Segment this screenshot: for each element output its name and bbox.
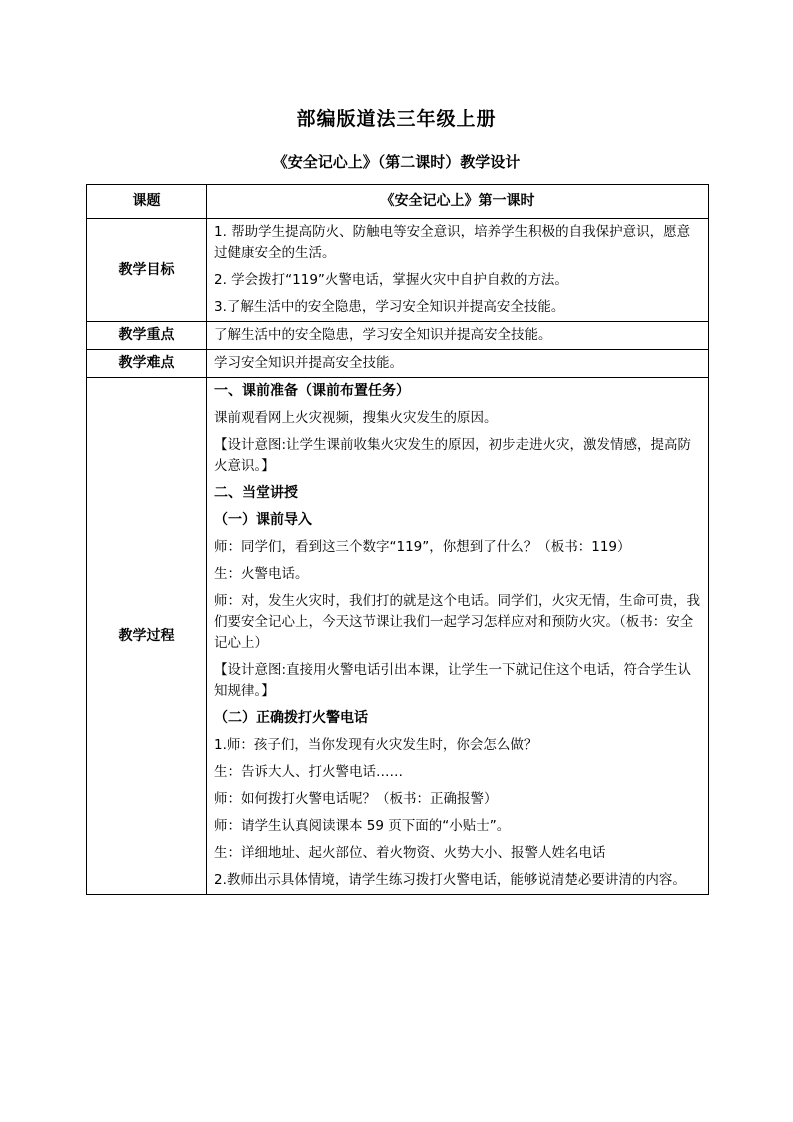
- key-points-label: 教学重点: [87, 322, 207, 350]
- document-subtitle: 《安全记心上》（第二课时）教学设计: [272, 153, 521, 171]
- process-paragraph: 师：对，发生火灾时，我们打的就是这个电话。同学们，火灾无情，生命可贵，我们要安全记心上，今天这节课让我们一起学习怎样应对和预防火灾。（板书：安全记心上）: [214, 593, 700, 651]
- section-heading: 一、课前准备（课前布置任务）: [214, 383, 410, 399]
- objectives-content: [207, 219, 709, 322]
- table-row-difficulties: [87, 350, 709, 378]
- lesson-plan-table: [86, 184, 709, 895]
- subsection-heading: （二）正确拨打火警电话: [214, 710, 368, 726]
- objective-item: 3.了解生活中的安全隐患，学习安全知识并提高安全技能。: [214, 299, 565, 315]
- table-row-topic: [87, 185, 709, 219]
- section-heading: 二、当堂讲授: [214, 485, 298, 501]
- design-intent-note: 【设计意图:直接用火警电话引出本课，让学生一下就记住这个电话，符合学生认知规律。】: [214, 662, 692, 699]
- table-row-process: [87, 378, 709, 895]
- process-content: [207, 378, 709, 895]
- process-paragraph: 师：如何拨打火警电话呢？（板书：正确报警）: [214, 791, 498, 807]
- process-paragraph: 师：请学生认真阅读课本 59 页下面的“小贴士”。: [214, 818, 511, 834]
- process-paragraph: 生：告诉大人、打火警电话……: [214, 764, 403, 780]
- document-title: 部编版道法三年级上册: [296, 108, 497, 130]
- process-paragraph: 1.师：孩子们，当你发现有火灾发生时，你会怎么做？: [214, 737, 538, 753]
- difficulties-value: 学习安全知识并提高安全技能。: [207, 350, 709, 378]
- process-paragraph: 2.教师出示具体情境，请学生练习拨打火警电话，能够说清楚必要讲清的内容。: [214, 872, 686, 888]
- topic-value: 《安全记心上》第一课时: [207, 185, 709, 219]
- process-paragraph: 生：火警电话。: [214, 566, 309, 582]
- table-row-key-points: [87, 322, 709, 350]
- objective-item: 1. 帮助学生提高防火、防触电等安全意识，培养学生积极的自我保护意识，愿意过健康安全的生活。: [214, 224, 691, 261]
- topic-label: 课题: [87, 185, 207, 219]
- process-paragraph: 课前观看网上火灾视频，搜集火灾发生的原因。: [214, 410, 498, 426]
- objectives-label: 教学目标: [87, 219, 207, 322]
- key-points-value: 了解生活中的安全隐患，学习安全知识并提高安全技能。: [207, 322, 709, 350]
- table-row-objectives: [87, 219, 709, 322]
- process-paragraph: 师：同学们，看到这三个数字“119”，你想到了什么？（板书：119）: [214, 539, 631, 555]
- difficulties-label: 教学难点: [87, 350, 207, 378]
- objective-item: 2. 学会拨打“119”火警电话，掌握火灾中自护自救的方法。: [214, 272, 568, 288]
- design-intent-note: 【设计意图:让学生课前收集火灾发生的原因，初步走进火灾，激发情感，提高防火意识。】: [214, 437, 692, 474]
- process-label: 教学过程: [87, 378, 207, 895]
- subsection-heading: （一）课前导入: [214, 512, 312, 528]
- process-paragraph: 生：详细地址、起火部位、着火物资、火势大小、报警人姓名电话: [214, 845, 606, 861]
